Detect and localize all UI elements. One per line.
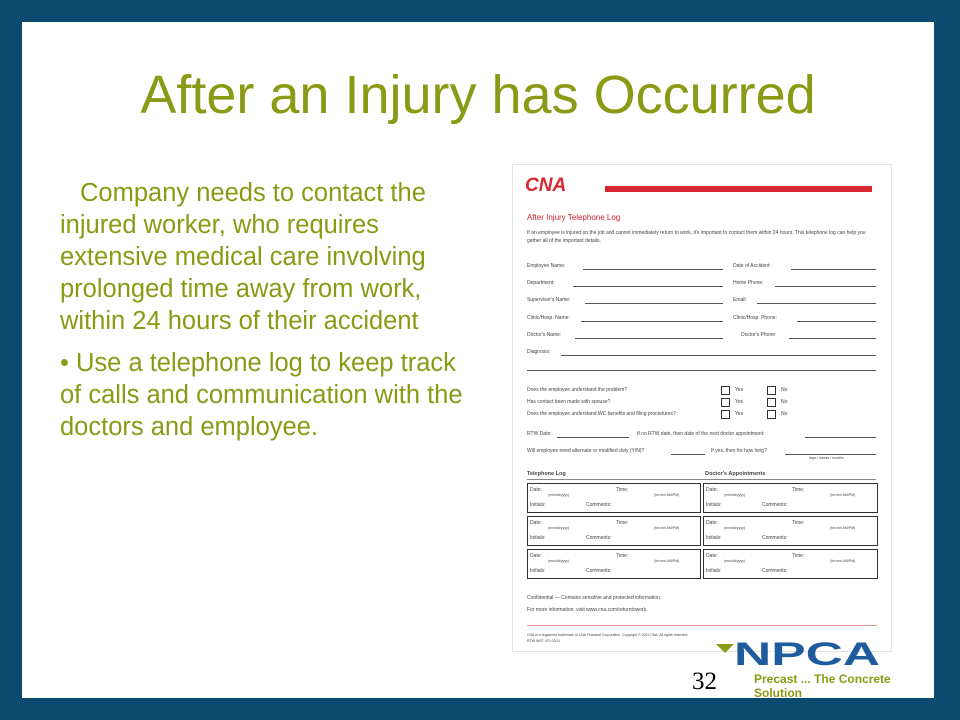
- cna-logo: CNA: [525, 175, 567, 196]
- question: Does the employee understand WC benefits and filing procedures?: [527, 411, 676, 417]
- field-label: Home Phone:: [733, 280, 764, 286]
- checkbox: [767, 410, 776, 419]
- confidential-note: Confidential — Contains sensitive and protected information.: [527, 595, 662, 601]
- slide: [22, 22, 934, 698]
- no-label: No: [781, 387, 788, 393]
- field-line: [585, 303, 723, 304]
- question: Has contact been made with spouse?: [527, 399, 611, 405]
- log-box: Date: (mm/dd/yyyy) Time: (hh:mm AM/PM) Initials: Comments:: [527, 516, 701, 546]
- logo-red-bar: [605, 186, 872, 192]
- checkbox: [767, 386, 776, 395]
- field-label: Clinic/Hosp. Name:: [527, 315, 570, 321]
- appointment-box: Date: (mm/dd/yyyy) Time: (hh:mm AM/PM) Initials: Comments:: [703, 483, 878, 513]
- more-info-note: For more information, visit www.cna.com/returntowork.: [527, 607, 648, 613]
- appointment-box: Date: (mm/dd/yyyy) Time: (hh:mm AM/PM) Initials: Comments:: [703, 549, 878, 579]
- field-line: [785, 454, 876, 455]
- yes-label: Yes: [735, 387, 744, 393]
- field-line: [581, 321, 723, 322]
- checkbox: [721, 398, 730, 407]
- yes-label: Yes: [735, 399, 744, 405]
- no-label: No: [781, 411, 788, 417]
- log-box: Date: (mm/dd/yyyy) Time: (hh:mm AM/PM) Initials: Comments:: [527, 549, 701, 579]
- yes-label: Yes: [735, 411, 744, 417]
- body-paragraph: Company needs to contact the injured worker, who requires extensive medical care involving prolonged time away from work, within 24 hours of their accident: [60, 179, 426, 335]
- field-line: [557, 437, 629, 438]
- checkbox: [721, 410, 730, 419]
- slide-number: 32: [692, 668, 717, 695]
- slide-title: After an Injury has Occurred: [140, 65, 816, 125]
- field-line: [791, 269, 876, 270]
- field-label: Date of Accident:: [733, 263, 771, 269]
- checkbox: [721, 386, 730, 395]
- triangle-marker-icon: [716, 644, 734, 653]
- form-intro: If an employee is injured on the job and cannot immediately return to work, it's important to contact them within 24 hours. This telephone log can help you gather all of the important details.: [527, 230, 866, 244]
- checkbox: [767, 398, 776, 407]
- field-label: Doctor's Phone:: [741, 332, 777, 338]
- no-label: No: [781, 399, 788, 405]
- telephone-log-heading: Telephone Log: [527, 471, 566, 477]
- slide-body: [60, 177, 480, 443]
- telephone-log-form-image: [512, 164, 892, 652]
- units-label: days / weeks / months: [809, 456, 844, 460]
- body-bullet: • Use a telephone log to keep track of calls and communication with the doctors and employee.: [60, 349, 463, 441]
- field-label: Clinic/Hosp. Phone:: [733, 315, 777, 321]
- alternate-duty-label: Will employee need alternate or modified duty (Y/N)?: [527, 448, 645, 454]
- form-title: After Injury Telephone Log: [527, 213, 621, 222]
- doctors-appointments-heading: Doctor's Appointments: [705, 471, 766, 477]
- field-line: [789, 338, 876, 339]
- section-rule: [527, 479, 876, 480]
- field-label: Employee Name:: [527, 263, 566, 269]
- npca-logo: [734, 637, 884, 671]
- field-line: [583, 269, 723, 270]
- log-box: Date: (mm/dd/yyyy) Time: (hh:mm AM/PM) Initials: Comments:: [527, 483, 701, 513]
- field-line: [671, 454, 705, 455]
- form-code: RTW INST 470 02/11: [527, 639, 561, 643]
- field-line: [775, 286, 876, 287]
- field-label: Supervisor's Name:: [527, 297, 571, 303]
- field-line: [561, 355, 876, 356]
- copyright-note: CNA is a registered trademark of CNA Financial Corporation. Copyright © 2011 CNA. All rights reserved.: [527, 633, 689, 637]
- question: Does the employee understand the problem?: [527, 387, 628, 393]
- appointment-box: Date: (mm/dd/yyyy) Time: (hh:mm AM/PM) Initials: Comments:: [703, 516, 878, 546]
- rtw-label: RTW Date:: [527, 431, 552, 437]
- field-label: Doctor's Name:: [527, 332, 562, 338]
- field-line: [805, 437, 876, 438]
- field-label: Diagnosis:: [527, 349, 551, 355]
- how-long-label: If yes, then for how long?: [711, 448, 767, 454]
- field-line: [797, 321, 876, 322]
- field-line: [757, 303, 876, 304]
- field-line: [527, 370, 876, 371]
- field-label: Email:: [733, 297, 747, 303]
- npca-tagline: Precast ... The Concrete Solution: [754, 672, 891, 698]
- footer-rule: [527, 625, 877, 626]
- rtw-next-label: If no RTW date, then date of the next doctor appointment:: [637, 431, 765, 437]
- npca-logo-text: NPCA: [734, 637, 880, 671]
- field-label: Department:: [527, 280, 555, 286]
- field-line: [573, 286, 723, 287]
- field-line: [575, 338, 723, 339]
